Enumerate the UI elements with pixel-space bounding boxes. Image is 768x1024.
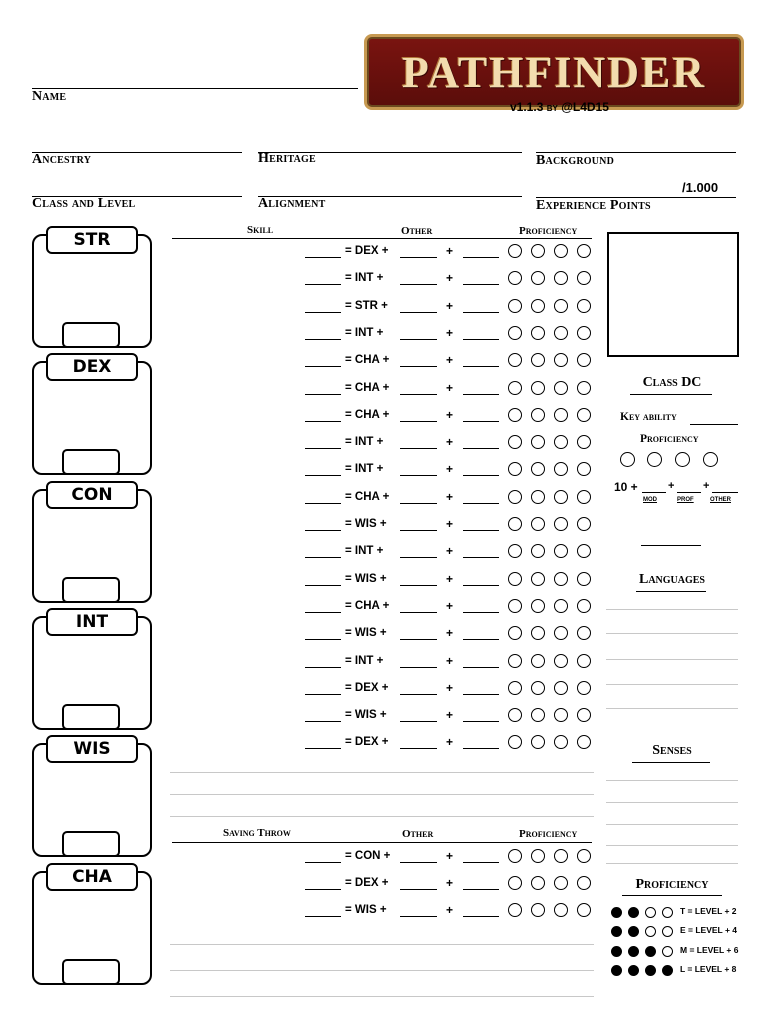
proficiency-circle[interactable]: [554, 903, 568, 917]
proficiency-circle[interactable]: [577, 408, 591, 422]
ability-modifier-box[interactable]: [62, 577, 120, 603]
notes-line[interactable]: [170, 772, 594, 773]
version-by: by: [546, 102, 558, 114]
proficiency-circle[interactable]: [531, 544, 545, 558]
ability-modifier-label: = WIS +: [345, 904, 387, 916]
ability-modifier-label: = DEX +: [345, 736, 389, 749]
proficiency-circle[interactable]: [577, 435, 591, 449]
proficiency-circle[interactable]: [554, 244, 568, 258]
empty-proficiency-dot: [662, 946, 673, 957]
proficiency-circle[interactable]: [508, 381, 522, 395]
saves-proficiency-column-header: Proficiency: [519, 828, 578, 840]
class-dc-mod-field[interactable]: [642, 492, 666, 493]
modifier-field[interactable]: [400, 639, 437, 640]
skill-column-header: Skill: [247, 224, 274, 236]
other-field[interactable]: [463, 612, 499, 613]
proficiency-circle[interactable]: [508, 849, 522, 863]
class-dc-prof-caption: prof: [677, 494, 694, 503]
proficiency-circle[interactable]: [508, 490, 522, 504]
other-field[interactable]: [463, 366, 499, 367]
proficiency-circle[interactable]: [554, 435, 568, 449]
modifier-field[interactable]: [400, 667, 437, 668]
proficiency-circle[interactable]: [554, 849, 568, 863]
languages-title: Languages: [638, 572, 705, 587]
total-field[interactable]: [305, 667, 341, 668]
ancestry-label: Ancestry: [32, 152, 92, 167]
ability-modifier-label: = INT +: [345, 463, 384, 476]
class-dc-proficiency-label: Proficiency: [640, 433, 699, 445]
proficiency-circle[interactable]: [577, 654, 591, 668]
class-dc-total-field[interactable]: [641, 545, 701, 546]
skills-header-rule: [172, 238, 592, 239]
proficiency-circle[interactable]: [554, 544, 568, 558]
modifier-field[interactable]: [400, 257, 437, 258]
ability-modifier-label: = DEX +: [345, 877, 389, 889]
proficiency-circle[interactable]: [577, 735, 591, 749]
proficiency-legend-text: M = LEVEL + 6: [680, 944, 739, 955]
total-field[interactable]: [305, 639, 341, 640]
ability-modifier-box[interactable]: [62, 704, 120, 730]
alignment-label: Alignment: [258, 196, 326, 211]
proficiency-circle[interactable]: [531, 735, 545, 749]
notes-line[interactable]: [170, 996, 594, 997]
filled-proficiency-dot: [611, 965, 622, 976]
pathfinder-logo: [364, 34, 744, 110]
plus-sign: +: [446, 849, 454, 863]
portrait-box[interactable]: [607, 232, 739, 357]
proficiency-circle[interactable]: [531, 626, 545, 640]
total-field[interactable]: [305, 312, 341, 313]
ability-modifier-label: = CHA +: [345, 408, 390, 421]
ability-modifier-label: = CHA +: [345, 354, 390, 367]
proficiency-circle[interactable]: [577, 271, 591, 285]
class-dc-proficiency-circle[interactable]: [620, 452, 635, 467]
proficiency-circle[interactable]: [508, 517, 522, 531]
proficiency-circle[interactable]: [577, 299, 591, 313]
total-field[interactable]: [305, 339, 341, 340]
plus-sign: +: [446, 380, 454, 395]
proficiency-circle[interactable]: [531, 353, 545, 367]
proficiency-circle[interactable]: [554, 326, 568, 340]
proficiency-circle[interactable]: [531, 381, 545, 395]
plus-sign: +: [446, 517, 454, 531]
other-field[interactable]: [463, 721, 499, 722]
modifier-field[interactable]: [400, 694, 437, 695]
total-field[interactable]: [305, 916, 341, 917]
notes-line[interactable]: [170, 970, 594, 971]
ability-name: CON: [46, 481, 138, 509]
modifier-field[interactable]: [400, 721, 437, 722]
proficiency-circle[interactable]: [531, 408, 545, 422]
ability-modifier-box[interactable]: [62, 322, 120, 348]
proficiency-circle[interactable]: [531, 435, 545, 449]
notes-line[interactable]: [170, 944, 594, 945]
proficiency-circle[interactable]: [554, 381, 568, 395]
version-author: @L4D15: [561, 100, 609, 114]
proficiency-circle[interactable]: [577, 544, 591, 558]
other-field[interactable]: [463, 312, 499, 313]
saving-throw-column-header: Saving Throw: [223, 827, 291, 839]
proficiency-circle[interactable]: [577, 903, 591, 917]
proficiency-circle[interactable]: [531, 708, 545, 722]
class-dc-proficiency-circle[interactable]: [647, 452, 662, 467]
total-field[interactable]: [305, 284, 341, 285]
plus-sign: +: [446, 298, 454, 313]
ability-modifier-label: = WIS +: [345, 572, 387, 585]
background-label: Background: [536, 153, 615, 168]
proficiency-circle[interactable]: [577, 353, 591, 367]
empty-proficiency-dot: [645, 907, 656, 918]
proficiency-circle[interactable]: [577, 708, 591, 722]
proficiency-circle[interactable]: [508, 654, 522, 668]
class-level-label: Class and Level: [32, 196, 136, 211]
proficiency-circle[interactable]: [577, 517, 591, 531]
other-field[interactable]: [463, 448, 499, 449]
experience-label: Experience Points: [536, 198, 651, 213]
empty-proficiency-dot: [645, 926, 656, 937]
other-field[interactable]: [463, 916, 499, 917]
proficiency-circle[interactable]: [508, 708, 522, 722]
ability-modifier-label: = CON +: [345, 850, 391, 862]
total-field[interactable]: [305, 585, 341, 586]
notes-line[interactable]: [170, 816, 594, 817]
modifier-field[interactable]: [400, 748, 437, 749]
proficiency-circle[interactable]: [577, 599, 591, 613]
other-field[interactable]: [463, 530, 499, 531]
proficiency-circle[interactable]: [508, 435, 522, 449]
modifier-field[interactable]: [400, 530, 437, 531]
class-dc-proficiency-circle[interactable]: [675, 452, 690, 467]
other-field[interactable]: [463, 862, 499, 863]
ability-modifier-label: = CHA +: [345, 381, 390, 394]
proficiency-circle[interactable]: [577, 876, 591, 890]
other-field[interactable]: [463, 475, 499, 476]
proficiency-circle[interactable]: [577, 462, 591, 476]
ability-modifier-label: = INT +: [345, 436, 384, 449]
proficiency-circle[interactable]: [577, 849, 591, 863]
empty-proficiency-dot: [662, 907, 673, 918]
class-dc-plus: +: [703, 480, 710, 492]
total-field[interactable]: [305, 889, 341, 890]
total-field[interactable]: [305, 448, 341, 449]
ability-modifier-label: = STR +: [345, 299, 388, 312]
other-field[interactable]: [463, 284, 499, 285]
other-field[interactable]: [463, 394, 499, 395]
ability-modifier-label: = INT +: [345, 654, 384, 667]
class-dc-prof-field[interactable]: [677, 492, 701, 493]
proficiency-circle[interactable]: [577, 572, 591, 586]
proficiency-circle[interactable]: [554, 353, 568, 367]
proficiency-circle[interactable]: [577, 490, 591, 504]
proficiency-circle[interactable]: [531, 681, 545, 695]
languages-line[interactable]: [606, 684, 738, 685]
ability-modifier-label: = WIS +: [345, 709, 387, 722]
proficiency-legend-text: L = LEVEL + 8: [680, 963, 737, 974]
total-field[interactable]: [305, 257, 341, 258]
ability-name: STR: [46, 226, 138, 254]
total-field[interactable]: [305, 475, 341, 476]
plus-sign: +: [446, 271, 454, 286]
proficiency-column-header: Proficiency: [519, 225, 578, 237]
proficiency-circle[interactable]: [531, 462, 545, 476]
proficiency-legend-text: E = LEVEL + 4: [680, 925, 738, 936]
senses-line[interactable]: [606, 780, 738, 781]
plus-sign: +: [446, 544, 454, 559]
modifier-field[interactable]: [400, 916, 437, 917]
key-ability-label: Key ability: [620, 411, 677, 423]
modifier-field[interactable]: [400, 612, 437, 613]
ability-modifier-label: = INT +: [345, 545, 384, 558]
plus-sign: +: [446, 353, 454, 368]
total-field[interactable]: [305, 366, 341, 367]
modifier-field[interactable]: [400, 366, 437, 367]
proficiency-circle[interactable]: [508, 408, 522, 422]
proficiency-circle[interactable]: [531, 876, 545, 890]
class-dc-formula-base: 10 +: [614, 480, 638, 494]
plus-sign: +: [446, 653, 454, 668]
plus-sign: +: [446, 435, 454, 450]
ability-modifier-label: = DEX +: [345, 681, 389, 694]
proficiency-circle[interactable]: [508, 735, 522, 749]
senses-rule: [632, 762, 710, 763]
total-field[interactable]: [305, 748, 341, 749]
proficiency-circle[interactable]: [531, 299, 545, 313]
class-dc-proficiency-circle[interactable]: [703, 452, 718, 467]
modifier-field[interactable]: [400, 503, 437, 504]
ability-modifier-box[interactable]: [62, 449, 120, 475]
proficiency-circle[interactable]: [508, 572, 522, 586]
modifier-field[interactable]: [400, 394, 437, 395]
total-field[interactable]: [305, 421, 341, 422]
modifier-field[interactable]: [400, 475, 437, 476]
proficiency-circle[interactable]: [508, 326, 522, 340]
senses-line[interactable]: [606, 863, 738, 864]
class-dc-other-caption: other: [710, 494, 731, 503]
proficiency-circle[interactable]: [531, 271, 545, 285]
proficiency-circle[interactable]: [508, 462, 522, 476]
filled-proficiency-dot: [662, 965, 673, 976]
other-field[interactable]: [463, 503, 499, 504]
modifier-field[interactable]: [400, 284, 437, 285]
version-credit: [510, 100, 609, 114]
plus-sign: +: [446, 462, 454, 477]
proficiency-circle[interactable]: [508, 681, 522, 695]
other-field[interactable]: [463, 421, 499, 422]
proficiency-circle[interactable]: [508, 876, 522, 890]
other-field[interactable]: [463, 557, 499, 558]
proficiency-legend-rule: [622, 895, 722, 896]
modifier-field[interactable]: [400, 557, 437, 558]
plus-sign: +: [446, 708, 454, 723]
proficiency-circle[interactable]: [508, 903, 522, 917]
filled-proficiency-dot: [628, 926, 639, 937]
proficiency-circle[interactable]: [508, 244, 522, 258]
plus-sign: +: [446, 598, 454, 613]
ability-name: INT: [46, 608, 138, 636]
proficiency-circle[interactable]: [554, 626, 568, 640]
ability-name: DEX: [46, 353, 138, 381]
proficiency-circle[interactable]: [554, 599, 568, 613]
proficiency-circle[interactable]: [577, 381, 591, 395]
filled-proficiency-dot: [628, 946, 639, 957]
class-dc-other-field[interactable]: [712, 492, 738, 493]
proficiency-circle[interactable]: [508, 299, 522, 313]
total-field[interactable]: [305, 394, 341, 395]
senses-line[interactable]: [606, 824, 738, 825]
modifier-field[interactable]: [400, 312, 437, 313]
heritage-label: Heritage: [258, 151, 316, 166]
proficiency-circle[interactable]: [554, 517, 568, 531]
modifier-field[interactable]: [400, 448, 437, 449]
proficiency-circle[interactable]: [554, 708, 568, 722]
languages-line[interactable]: [606, 659, 738, 660]
modifier-field[interactable]: [400, 889, 437, 890]
version-number: v1.1.3: [510, 100, 544, 114]
proficiency-circle[interactable]: [554, 408, 568, 422]
filled-proficiency-dot: [611, 946, 622, 957]
other-field[interactable]: [463, 694, 499, 695]
plus-sign: +: [446, 489, 454, 504]
ability-modifier-label: = INT +: [345, 326, 384, 339]
other-field[interactable]: [463, 639, 499, 640]
filled-proficiency-dot: [645, 946, 656, 957]
proficiency-circle[interactable]: [508, 353, 522, 367]
proficiency-circle[interactable]: [508, 599, 522, 613]
ability-modifier-label: = CHA +: [345, 599, 390, 612]
proficiency-legend-title: Proficiency: [635, 877, 709, 892]
xp-max: /1.000: [682, 180, 719, 195]
plus-sign: +: [446, 626, 454, 641]
proficiency-circle[interactable]: [531, 490, 545, 504]
class-dc-mod-caption: mod: [643, 494, 657, 503]
proficiency-legend-text: T = LEVEL + 2: [680, 906, 737, 916]
senses-line[interactable]: [606, 802, 738, 803]
proficiency-circle[interactable]: [554, 462, 568, 476]
notes-line[interactable]: [170, 794, 594, 795]
plus-sign: +: [446, 735, 454, 750]
senses-line[interactable]: [606, 845, 738, 846]
proficiency-circle[interactable]: [508, 626, 522, 640]
proficiency-circle[interactable]: [531, 849, 545, 863]
languages-rule: [636, 591, 706, 592]
class-dc-rule: [630, 394, 712, 395]
saves-header-rule: [172, 842, 592, 843]
total-field[interactable]: [305, 612, 341, 613]
ability-name: WIS: [46, 735, 138, 763]
proficiency-circle[interactable]: [531, 599, 545, 613]
ability-modifier-box[interactable]: [62, 959, 120, 985]
class-dc-title: Class DC: [642, 375, 702, 390]
ability-modifier-label: = INT +: [345, 272, 384, 285]
filled-proficiency-dot: [611, 907, 622, 918]
proficiency-circle[interactable]: [554, 654, 568, 668]
plus-sign: +: [446, 325, 454, 340]
other-field[interactable]: [463, 585, 499, 586]
languages-line[interactable]: [606, 609, 738, 610]
proficiency-circle[interactable]: [554, 681, 568, 695]
proficiency-circle[interactable]: [531, 903, 545, 917]
modifier-field[interactable]: [400, 585, 437, 586]
proficiency-circle[interactable]: [531, 572, 545, 586]
plus-sign: +: [446, 571, 454, 586]
ability-modifier-label: = WIS +: [345, 518, 387, 530]
proficiency-circle[interactable]: [577, 326, 591, 340]
modifier-field[interactable]: [400, 339, 437, 340]
proficiency-circle[interactable]: [508, 271, 522, 285]
plus-sign: +: [446, 407, 454, 422]
proficiency-circle[interactable]: [508, 544, 522, 558]
proficiency-circle[interactable]: [577, 626, 591, 640]
proficiency-circle[interactable]: [531, 326, 545, 340]
proficiency-circle[interactable]: [554, 490, 568, 504]
proficiency-circle[interactable]: [554, 876, 568, 890]
proficiency-circle[interactable]: [531, 654, 545, 668]
languages-line[interactable]: [606, 708, 738, 709]
filled-proficiency-dot: [645, 965, 656, 976]
proficiency-circle[interactable]: [554, 735, 568, 749]
class-dc-plus: +: [668, 480, 675, 492]
key-ability-field[interactable]: [690, 424, 738, 425]
modifier-field[interactable]: [400, 862, 437, 863]
filled-proficiency-dot: [628, 907, 639, 918]
total-field[interactable]: [305, 862, 341, 863]
total-field[interactable]: [305, 530, 341, 531]
proficiency-circle[interactable]: [577, 681, 591, 695]
ability-name: CHA: [46, 863, 138, 891]
filled-proficiency-dot: [611, 926, 622, 937]
total-field[interactable]: [305, 721, 341, 722]
proficiency-circle[interactable]: [531, 517, 545, 531]
modifier-field[interactable]: [400, 421, 437, 422]
proficiency-circle[interactable]: [554, 299, 568, 313]
other-column-header: Other: [401, 225, 433, 237]
other-field[interactable]: [463, 889, 499, 890]
proficiency-circle[interactable]: [554, 271, 568, 285]
plus-sign: +: [446, 680, 454, 695]
empty-proficiency-dot: [662, 926, 673, 937]
proficiency-circle[interactable]: [531, 244, 545, 258]
languages-line[interactable]: [606, 633, 738, 634]
other-field[interactable]: [463, 748, 499, 749]
ability-modifier-label: = WIS +: [345, 627, 387, 640]
other-field[interactable]: [463, 339, 499, 340]
plus-sign: +: [446, 903, 454, 917]
total-field[interactable]: [305, 694, 341, 695]
logo-text: PATHFINDER: [401, 47, 707, 97]
other-field[interactable]: [463, 257, 499, 258]
ability-modifier-box[interactable]: [62, 831, 120, 857]
ability-modifier-label: = DEX +: [345, 245, 389, 257]
other-field[interactable]: [463, 667, 499, 668]
proficiency-circle[interactable]: [577, 244, 591, 258]
ability-modifier-label: = CHA +: [345, 490, 390, 503]
filled-proficiency-dot: [628, 965, 639, 976]
senses-title: Senses: [652, 743, 692, 758]
plus-sign: +: [446, 876, 454, 890]
saves-other-column-header: Other: [402, 828, 434, 840]
name-label: Name: [32, 89, 67, 104]
total-field[interactable]: [305, 557, 341, 558]
name-field-line[interactable]: [32, 88, 358, 89]
total-field[interactable]: [305, 503, 341, 504]
plus-sign: +: [446, 244, 454, 258]
proficiency-circle[interactable]: [554, 572, 568, 586]
